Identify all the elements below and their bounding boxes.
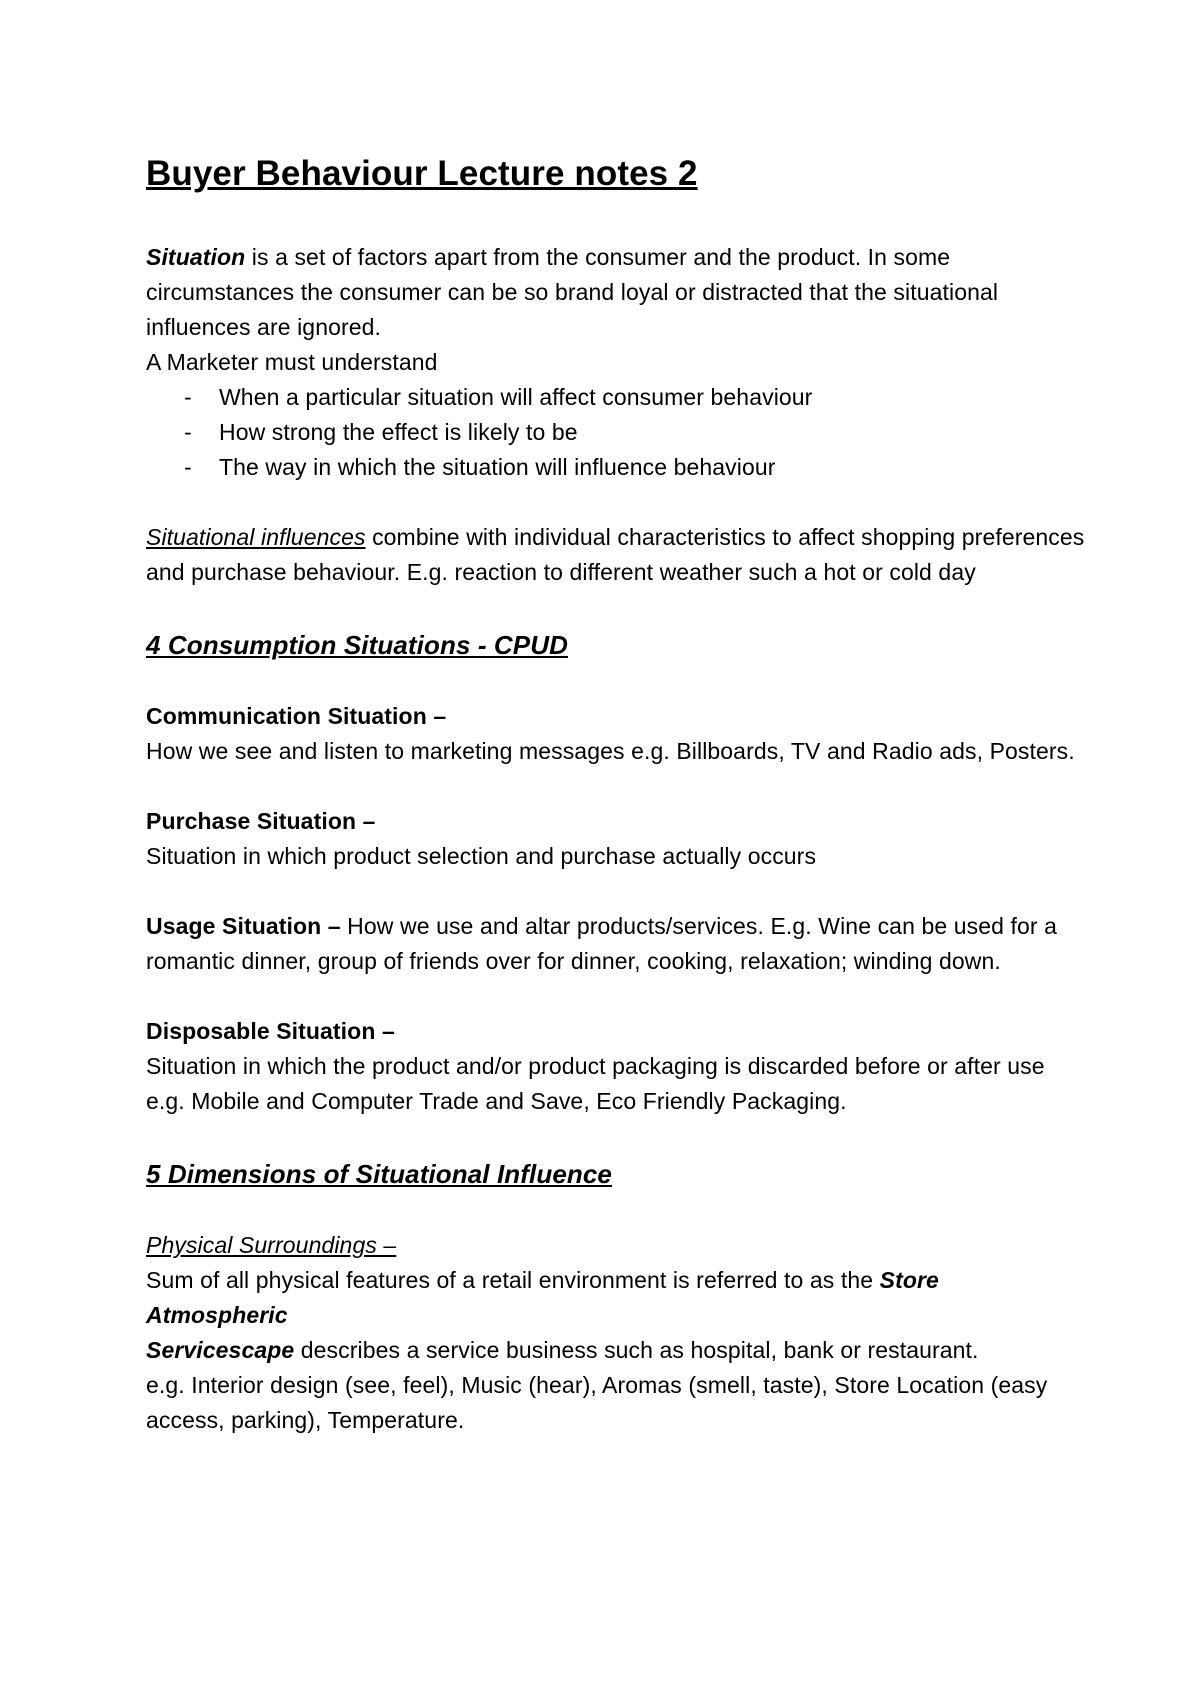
- spacer: [146, 664, 1086, 699]
- spacer: [146, 874, 1086, 909]
- disposable-text: Situation in which the product and/or product packaging is discarded before or after use e.g. Mobile and Computer Trade and Save, Eco Friendly Packaging.: [146, 1053, 1045, 1114]
- spacer: [146, 485, 1086, 520]
- list-item: [146, 450, 1086, 485]
- physical-text: Sum of all physical features of a retail environment is referred to as the: [146, 1267, 880, 1293]
- list-item: [146, 415, 1086, 450]
- spacer: [146, 590, 1086, 626]
- usage-paragraph: [146, 909, 1086, 979]
- usage-label: Usage Situation –: [146, 913, 341, 939]
- purchase-text: Situation in which product selection and purchase actually occurs: [146, 843, 817, 869]
- situational-influences-paragraph: [146, 520, 1086, 590]
- list-item-text: The way in which the situation will influence behaviour: [219, 454, 776, 480]
- usage-text: How we use and altar products/services. E.g. Wine can be used for a romantic dinner, group of friends over for dinner, cooking, relaxation; winding down.: [146, 913, 1058, 974]
- store-atmospheric-term: Store Atmospheric: [146, 1267, 939, 1328]
- dash-marker: -: [184, 419, 192, 445]
- intro-paragraph: [146, 240, 1086, 345]
- list-item: [146, 380, 1086, 415]
- disposable-label: Disposable Situation –: [146, 1018, 395, 1044]
- communication-text: How we see and listen to marketing messages e.g. Billboards, TV and Radio ads, Posters.: [146, 738, 1075, 764]
- dimensions-heading: 5 Dimensions of Situational Influence: [146, 1159, 612, 1189]
- situation-term: Situation: [146, 244, 246, 270]
- spacer: [146, 1119, 1086, 1155]
- physical-surroundings-text: [146, 1263, 1086, 1333]
- list-item-text: How strong the effect is likely to be: [219, 419, 578, 445]
- marketer-lead: A Marketer must understand: [146, 349, 438, 375]
- spacer: [146, 769, 1086, 804]
- page-title: Buyer Behaviour Lecture notes 2: [146, 154, 698, 193]
- document-body: [146, 150, 1086, 1438]
- physical-surroundings-label: Physical Surroundings –: [146, 1232, 397, 1258]
- servicescape-term: Servicescape: [146, 1337, 295, 1363]
- marketer-list: [146, 380, 1086, 485]
- physical-example: e.g. Interior design (see, feel), Music (hear), Aromas (smell, taste), Store Location (easy access, parking), Temperature.: [146, 1372, 1048, 1433]
- servicescape-paragraph: [146, 1333, 1086, 1368]
- consumption-heading: 4 Consumption Situations - CPUD: [146, 630, 568, 660]
- purchase-label: Purchase Situation –: [146, 808, 376, 834]
- spacer: [146, 1193, 1086, 1228]
- situational-influences-term: Situational influences: [146, 524, 366, 550]
- dash-marker: -: [184, 454, 192, 480]
- servicescape-text: describes a service business such as hospital, bank or restaurant.: [294, 1337, 979, 1363]
- intro-text: is a set of factors apart from the consumer and the product. In some circumstances the consumer can be so brand loyal or distracted that the situational influences are ignored.: [146, 244, 999, 340]
- spacer: [146, 979, 1086, 1014]
- situational-influences-text: combine with individual characteristics to affect shopping preferences and purchase behaviour. E.g. reaction to different weather such a hot or cold day: [146, 524, 1085, 585]
- list-item-text: When a particular situation will affect consumer behaviour: [219, 384, 813, 410]
- communication-label: Communication Situation –: [146, 703, 447, 729]
- dash-marker: -: [184, 384, 192, 410]
